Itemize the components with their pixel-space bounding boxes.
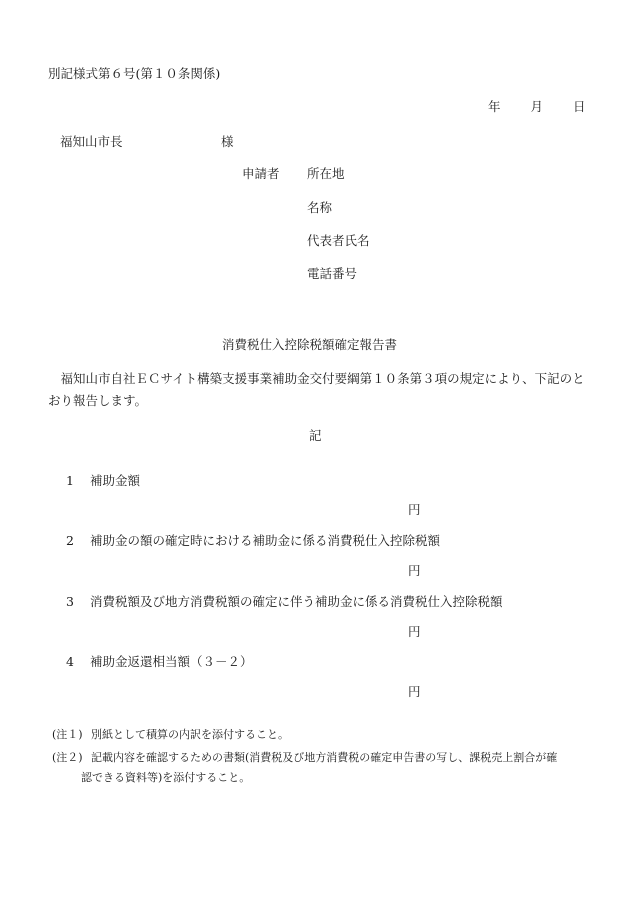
item-2-label: 補助金の額の確定時における補助金に係る消費税仕入控除税額	[90, 533, 441, 548]
note-1-mark: (注１)	[52, 728, 83, 741]
date-line	[488, 99, 586, 114]
applicant-field-address: 所在地	[307, 166, 345, 181]
applicant-field-name: 名称	[307, 200, 333, 215]
form-id: 別記様式第６号(第１０条関係)	[48, 66, 221, 81]
item-4-label: 補助金返還相当額（３－２）	[90, 654, 253, 669]
ki-heading: 記	[309, 428, 322, 443]
item-4-number: 4	[66, 654, 74, 669]
item-3-label: 消費税額及び地方消費税額の確定に伴う補助金に係る消費税仕入控除税額	[90, 594, 503, 609]
note-2-text: 記載内容を確認するための書類(消費税及び地方消費税の確定申告書の写し、課税売上割合が確	[91, 751, 558, 764]
applicant-label: 申請者	[242, 166, 280, 181]
item-3-unit: 円	[408, 624, 421, 639]
addressee-honorific: 様	[221, 134, 234, 149]
date-month: 月	[530, 99, 544, 114]
note-2-continuation: 認できる資料等)を添付すること。	[81, 771, 251, 784]
applicant-field-representative: 代表者氏名	[307, 233, 370, 248]
item-1-label: 補助金額	[90, 473, 141, 488]
item-4-unit: 円	[408, 684, 421, 699]
item-2-number: 2	[66, 533, 74, 548]
note-2-mark: (注２)	[52, 751, 83, 764]
item-3-number: 3	[66, 594, 74, 609]
applicant-field-phone: 電話番号	[307, 266, 358, 281]
date-day: 日	[573, 99, 586, 114]
note-1-text: 別紙として積算の内訳を添付すること。	[91, 728, 289, 741]
date-year: 年	[488, 99, 501, 114]
item-1-number: 1	[66, 473, 74, 488]
item-1-unit: 円	[408, 502, 421, 517]
item-2-unit: 円	[408, 563, 421, 578]
document-title: 消費税仕入控除税額確定報告書	[222, 337, 398, 352]
addressee-name: 福知山市長	[60, 134, 123, 149]
body-paragraph: 福知山市自社ＥＣサイト構築支援事業補助金交付要綱第１０条第３項の規定により、下記のとおり報告します。	[48, 371, 585, 408]
